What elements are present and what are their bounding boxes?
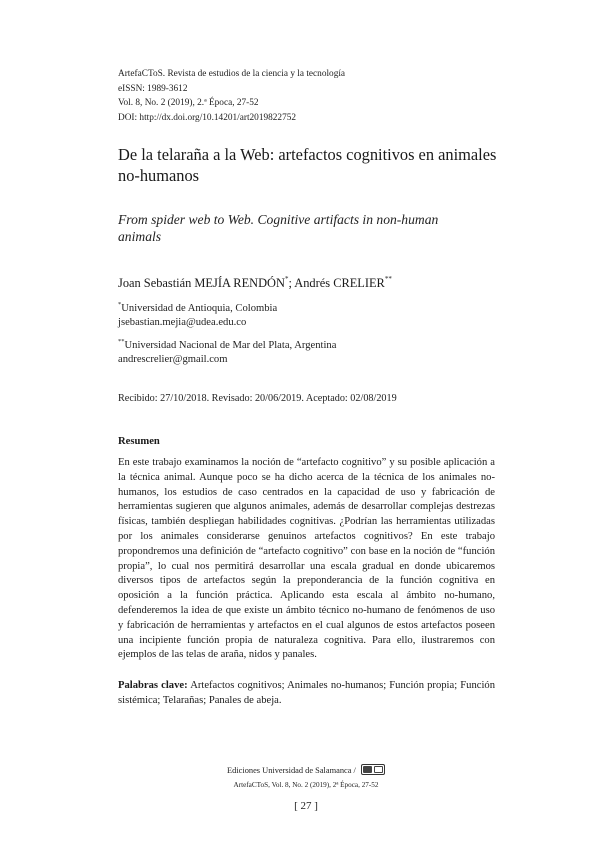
affiliation-2-mark: ** xyxy=(118,338,125,345)
citation-footer: ArtefaCToS, Vol. 8, No. 2 (2019), 2ª Época, 27-52 xyxy=(233,781,379,789)
publisher-footer xyxy=(0,764,612,776)
article-title-english: From spider web to Web. Cognitive artifacts in non-human animals xyxy=(118,212,439,244)
submission-dates: Recibido: 27/10/2018. Revisado: 20/06/2019. Aceptado: 02/08/2019 xyxy=(118,393,397,404)
affiliation-2-email[interactable]: andrescrelier@gmail.com xyxy=(118,353,228,365)
author1-mark: * xyxy=(284,275,289,283)
author1-family: MEJÍA RENDÓN xyxy=(194,276,285,290)
keywords xyxy=(118,679,495,709)
keywords-label: Palabras clave: xyxy=(118,680,188,691)
affiliation-1-institution: Universidad de Antioquia, Colombia xyxy=(121,303,278,314)
cc-by-nc-nd-icon[interactable] xyxy=(361,764,385,775)
author-line xyxy=(118,271,392,291)
publisher-name: Ediciones Universidad de Salamanca / xyxy=(227,766,358,775)
affiliation-1-mark: * xyxy=(118,301,122,308)
affiliation-2-institution: Universidad Nacional de Mar del Plata, Argentina xyxy=(124,340,337,351)
affiliation-1-email[interactable]: jsebastian.mejia@udea.edu.co xyxy=(118,316,247,328)
journal-eissn: eISSN: 1989-3612 xyxy=(118,83,188,94)
keywords-text: Artefactos cognitivos; Animales no-humanos; Función propia; Función sistémica; Telarañas; Panales de abeja. xyxy=(118,680,496,706)
author2-mark: ** xyxy=(384,275,392,283)
author-separator: ; Andrés xyxy=(288,276,334,290)
affiliation-2 xyxy=(118,335,336,366)
journal-doi[interactable]: DOI: http://dx.doi.org/10.14201/art2019822752 xyxy=(118,112,297,123)
author1-given: Joan Sebastián xyxy=(118,276,195,290)
affiliation-1 xyxy=(118,298,277,329)
page-number: [ 27 ] xyxy=(294,800,318,812)
journal-volume: Vol. 8, No. 2 (2019), 2.ª Época, 27-52 xyxy=(118,98,259,108)
abstract-text: En este trabajo examinamos la noción de “artefacto cognitivo” y su posible aplicación a la técnica animal. Aunque poco se ha dicho acerca de la técnica de los animales no-humanos, los estudios de caso centrados en la capacidad de uso y fabricación de herramientas sugieren que algunos animales, además de desarrollar complejas destrezas físicas, también despliegan habilidades cognitivas. ¿Podrían las herramientas utilizadas por los animales considerarse genuinos artefactos cognitivos? En este trabajo propondremos una definición de “artefacto cognitivo” con base en la noción de “función propia”, lo cual nos permitirá desarrollar una escala gradual en donde ubicaremos diversos tipos de artefactos según la preponderancia de la función cognitiva en oposición a la función práctica. Aplicando esta escala al ámbito no-humano, defenderemos la idea de que existe un ámbito técnico no-humano de fenómenos de uso y fabricación de herramientas y artefactos en el cual algunos de estos artefactos poseen una incipiente función propia de naturaleza cognitiva. Para ello, ilustraremos con ejemplos de las telas de araña, nidos y panales. xyxy=(118,457,495,661)
article-title: De la telaraña a la Web: artefactos cognitivos en animales no-humanos xyxy=(118,145,497,185)
journal-name: ArtefaCToS. Revista de estudios de la ciencia y la tecnología xyxy=(118,69,346,79)
abstract-heading: Resumen xyxy=(118,436,160,447)
author2-family: CRELIER xyxy=(333,276,385,290)
journal-header xyxy=(118,67,345,125)
